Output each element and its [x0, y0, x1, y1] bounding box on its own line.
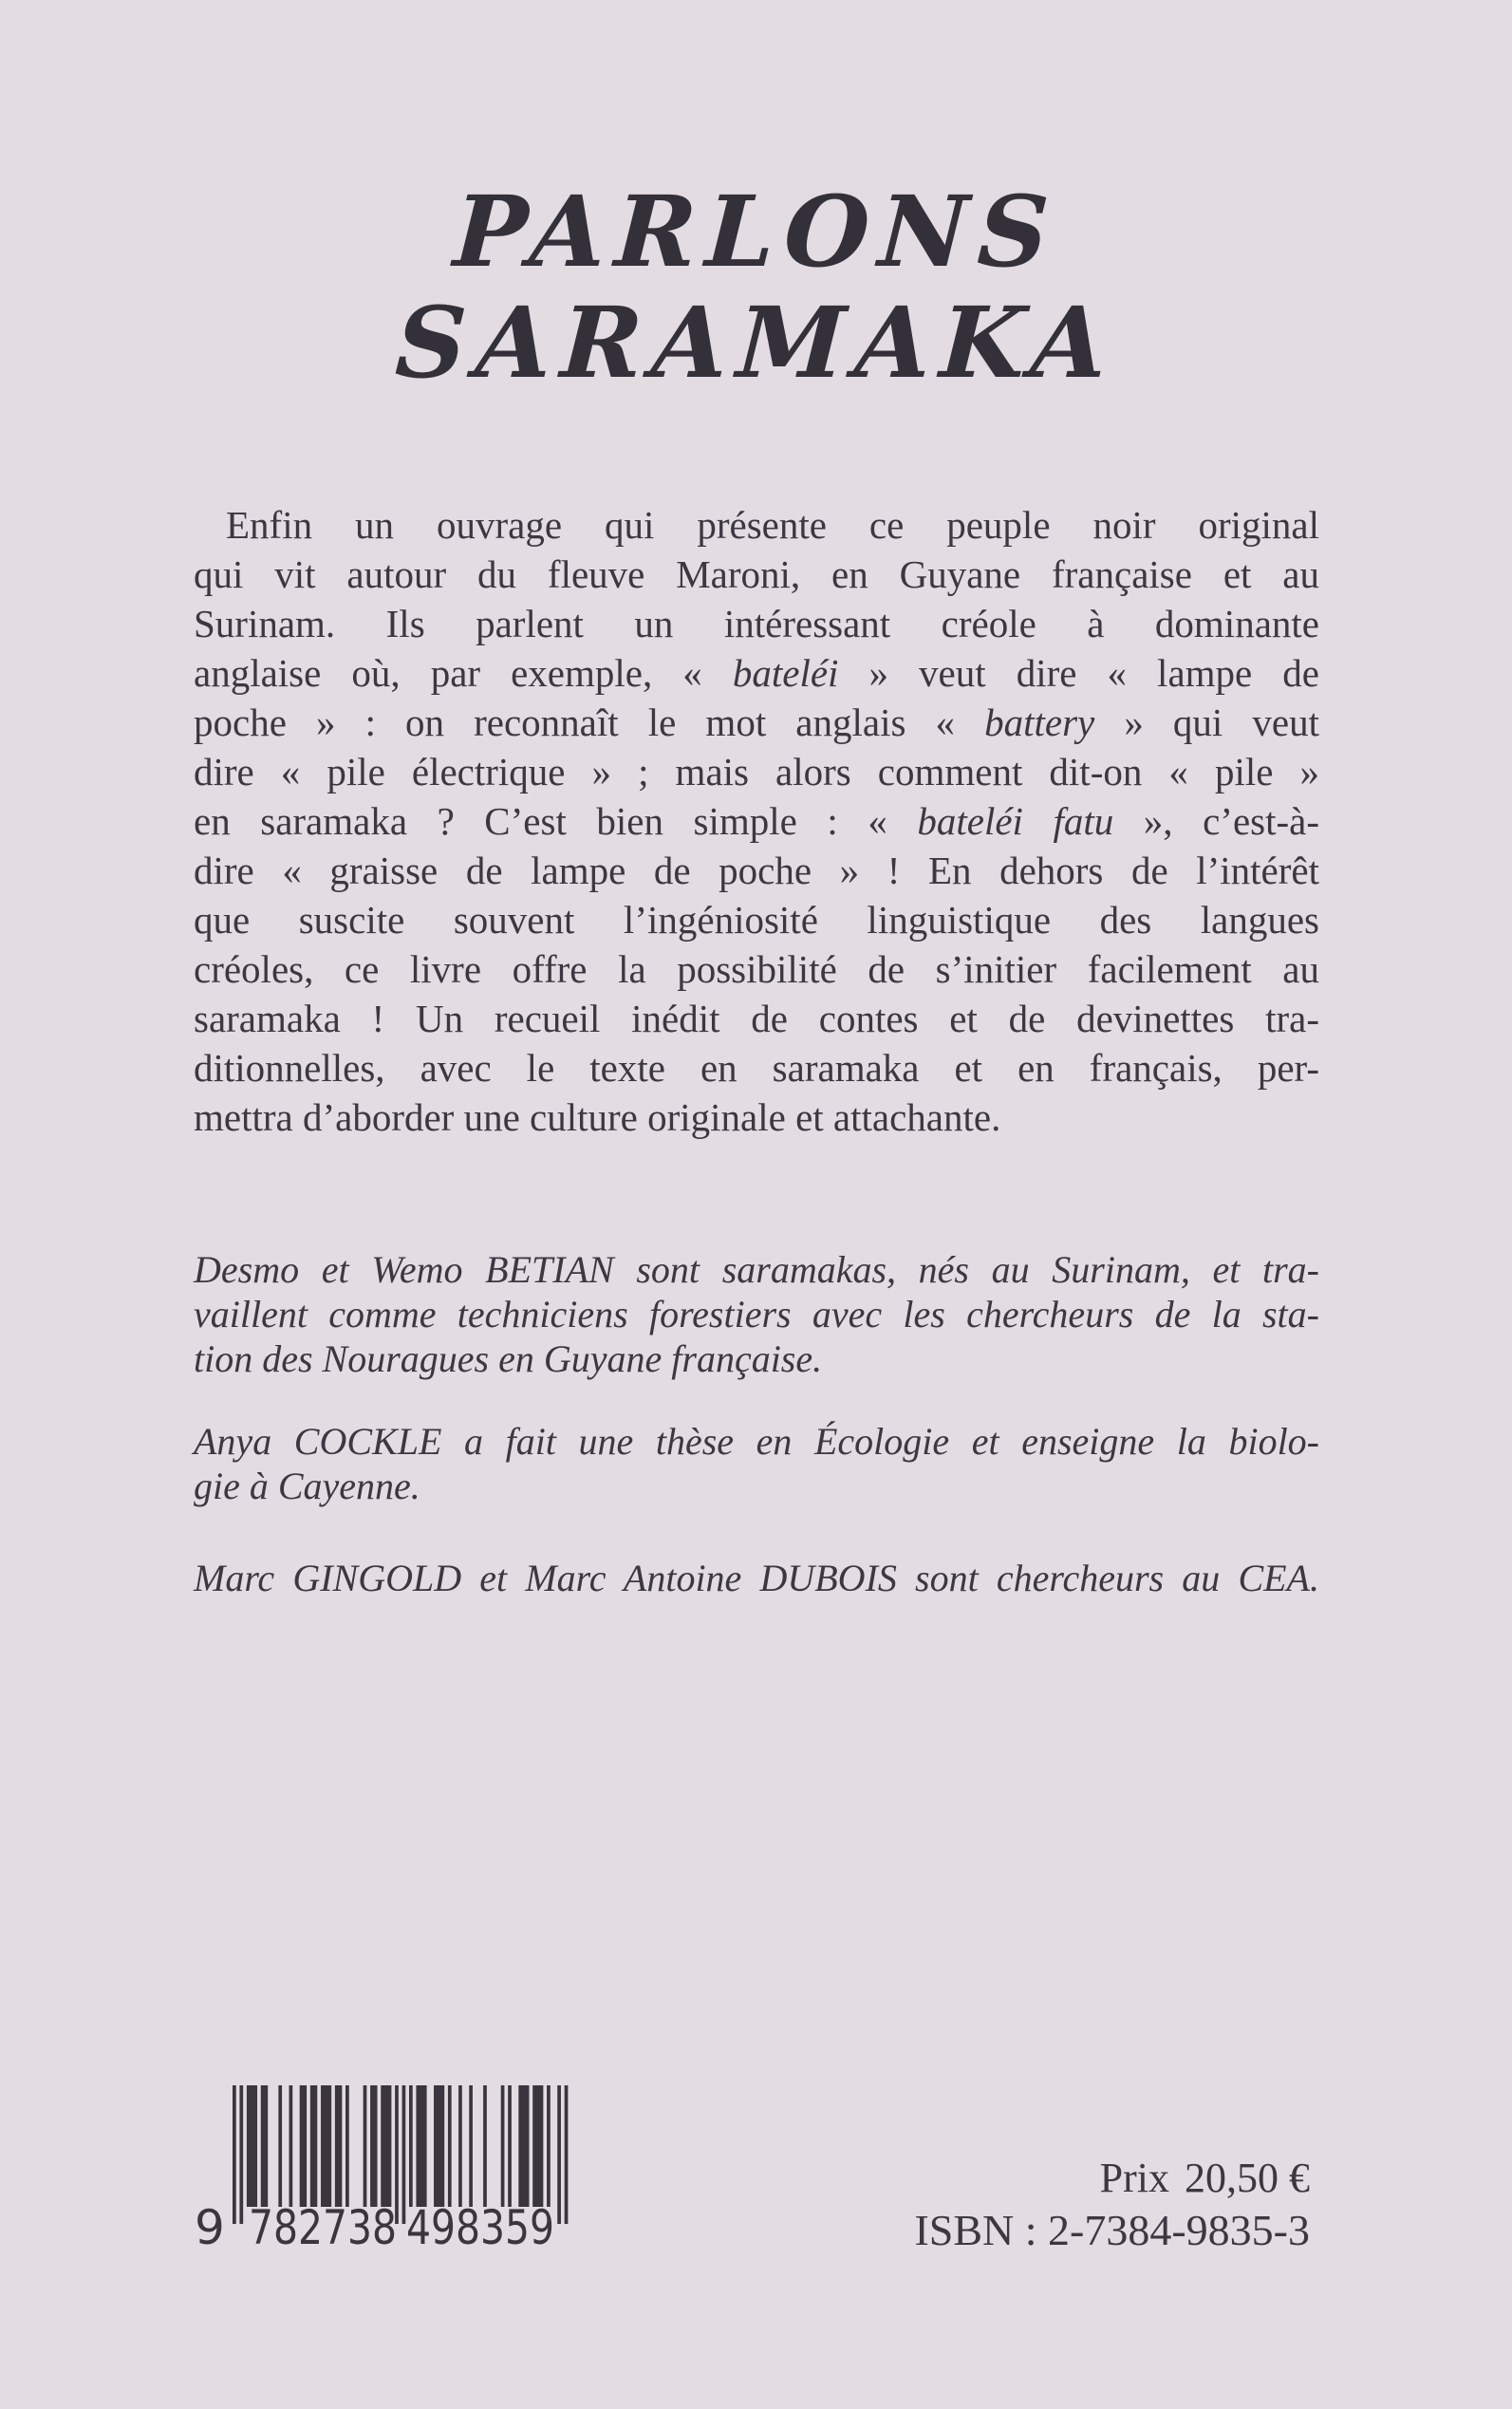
author-bio-betian: [194, 1247, 1319, 1381]
barcode-digits: 498359: [406, 2200, 554, 2250]
barcode-digits: 9: [195, 2200, 225, 2250]
text-line: tion des Nouragues en Guyane française.: [194, 1337, 823, 1380]
text-line: saramaka ! Un recueil inédit de contes et de devinettes tra-: [194, 997, 1319, 1040]
ean13-barcode: [190, 2082, 588, 2250]
text-line: gie à Cayenne.: [194, 1465, 420, 1507]
text-line: dire « graisse de lampe de poche » ! En dehors de l’intérêt: [194, 849, 1319, 892]
isbn: ISBN : 2-7384-9835-3: [914, 2206, 1310, 2254]
text-line: Enfin un ouvrage qui présente ce peuple noir original: [226, 503, 1319, 547]
author-bio-cockle: [194, 1419, 1319, 1508]
text-line: Surinam. Ils parlent un intéressant créole à dominante: [194, 602, 1319, 645]
text-line: ditionnelles, avec le texte en saramaka et en français, per-: [194, 1046, 1319, 1090]
text-line: Marc GINGOLD et Marc Antoine DUBOIS sont chercheurs au CEA.: [194, 1557, 1319, 1599]
description-paragraph: [194, 500, 1319, 1142]
title-line-2: SARAMAKA: [392, 286, 1120, 401]
text-line: poche » : on reconnaît le mot anglais « battery » qui veut: [194, 700, 1319, 744]
title-line-1: PARLONS: [451, 175, 1061, 289]
author-bio-gingold-dubois: [194, 1556, 1319, 1600]
price-value: 20,50 €: [1185, 2155, 1310, 2201]
text-line: anglaise où, par exemple, « bateléi » veut dire « lampe de: [194, 651, 1319, 695]
barcode-digits: 782738: [249, 2200, 397, 2250]
text-line: Desmo et Wemo BETIAN sont saramakas, nés au Surinam, et tra-: [194, 1248, 1319, 1291]
pricing-block: [914, 2155, 1310, 2255]
text-line: vaillent comme techniciens forestiers avec les chercheurs de la sta-: [194, 1293, 1319, 1335]
book-title: [0, 177, 1512, 399]
price-label: Prix: [1099, 2155, 1169, 2201]
text-line: en saramaka ? C’est bien simple : « bateléi fatu », c’est-à-: [194, 799, 1319, 843]
text-line: qui vit autour du fleuve Maroni, en Guyane française et au: [194, 552, 1319, 596]
text-line: que suscite souvent l’ingéniosité linguistique des langues: [194, 898, 1319, 942]
price: [914, 2155, 1310, 2202]
text-line: Anya COCKLE a fait une thèse en Écologie et enseigne la biolo-: [194, 1420, 1319, 1463]
text-line: créoles, ce livre offre la possibilité de s’initier facilement au: [194, 947, 1319, 991]
text-line: dire « pile électrique » ; mais alors comment dit-on « pile »: [194, 750, 1319, 794]
text-line: mettra d’aborder une culture originale et attachante.: [194, 1095, 1001, 1139]
